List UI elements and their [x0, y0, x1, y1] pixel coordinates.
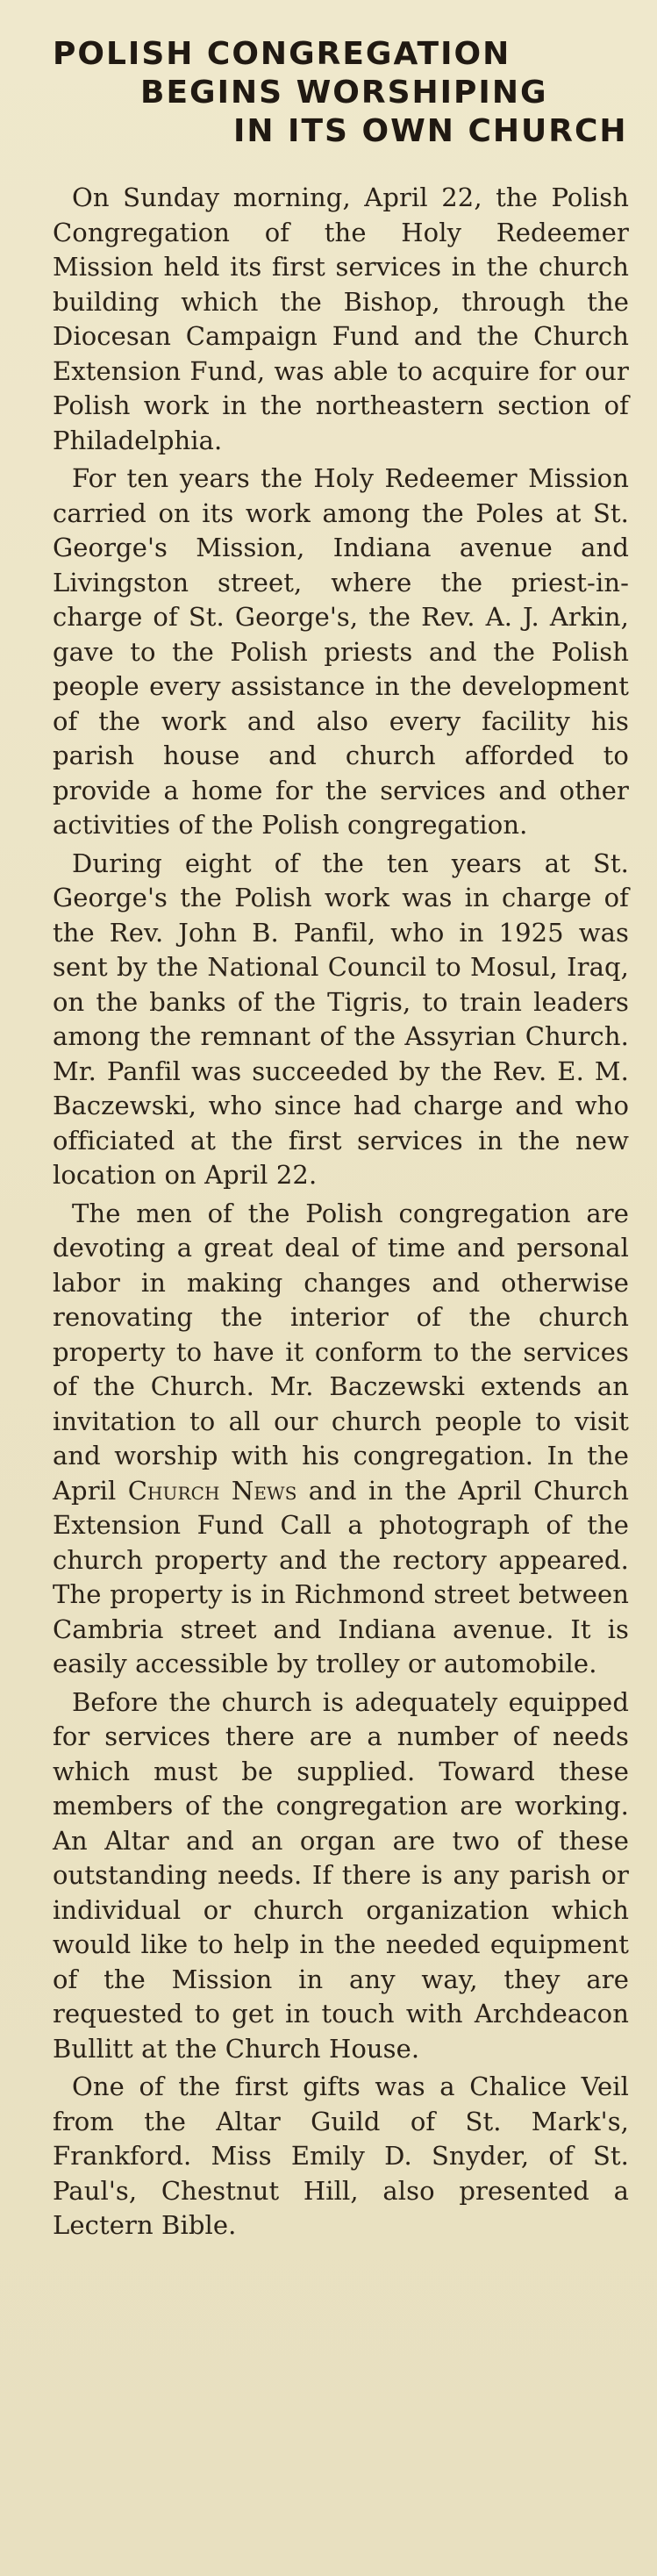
paragraph-3: During eight of the ten years at St. George's the Polish work was in charge of the Rev. John B. Panfil, who in 1925 was sent by the National Council to Mosul, Iraq, on the banks of the Tigris, to train leaders among the remnant of the Assyrian Church. Mr. Panfil was succeeded by the Rev. E. M. Baczewski, who since had charge and who officiated at the first services in the new location on April 22. — [53, 848, 629, 1190]
article-headline — [53, 35, 629, 151]
headline-line-2: BEGINS WORSHIPING — [140, 75, 548, 111]
paragraph-5: Before the church is adequately equipped for services there are a number of needs which must be supplied. Toward these members of the congregation are working. An Altar and an organ are two of these outstanding needs. If there is any parish or individual or church organization which would like to help in the needed equipment of the Mission in any way, they are requested to get in touch with Archdeacon Bullitt at the Church House. — [53, 1686, 629, 2064]
paragraph-2: For ten years the Holy Redeemer Mission carried on its work among the Poles at St. George's Mission, Indiana avenue and Livingston street, where the priest-in-charge of St. George's, the Rev. A. J. Arkin, gave to the Polish priests and the Polish people every assistance in the development of the work and also every facility his parish house and church afforded to provide a home for the services and other activities of the Polish congregation. — [53, 463, 629, 840]
paragraph-4-text-after: and in the April Church Extension Fund Call a photograph of the church property and the rectory appeared. The property is in Richmond street between Cambria street and Indiana avenue. It is easily accessible by trolley or automobile. — [53, 1475, 629, 1678]
paragraph-1: On Sunday morning, April 22, the Polish Congregation of the Holy Redeemer Mission held its first services in the church building which the Bishop, through the Diocesan Campaign Fund and the Church Extension Fund, was able to acquire for our Polish work in the northeastern section of Philadelphia. — [53, 182, 629, 455]
headline-line-3: IN ITS OWN CHURCH — [233, 113, 628, 149]
paragraph-4 — [53, 1197, 629, 1682]
paragraph-4-text-before: The men of the Polish congregation are devoting a great deal of time and personal labor in making changes and otherwise renovating the interior of the church property to have it conform to the services of the Church. Mr. Baczewski extends an invitation to all our church people to visit and worship with his congregation. In the April — [53, 1198, 629, 1506]
church-news-title: Church News — [127, 1475, 297, 1506]
headline-line-1: POLISH CONGREGATION — [53, 36, 511, 72]
paragraph-6: One of the first gifts was a Chalice Veil from the Altar Guild of St. Mark's, Frankford. Miss Emily D. Snyder, of St. Paul's, Chestnut Hill, also presented a Lectern Bible. — [53, 2072, 629, 2240]
